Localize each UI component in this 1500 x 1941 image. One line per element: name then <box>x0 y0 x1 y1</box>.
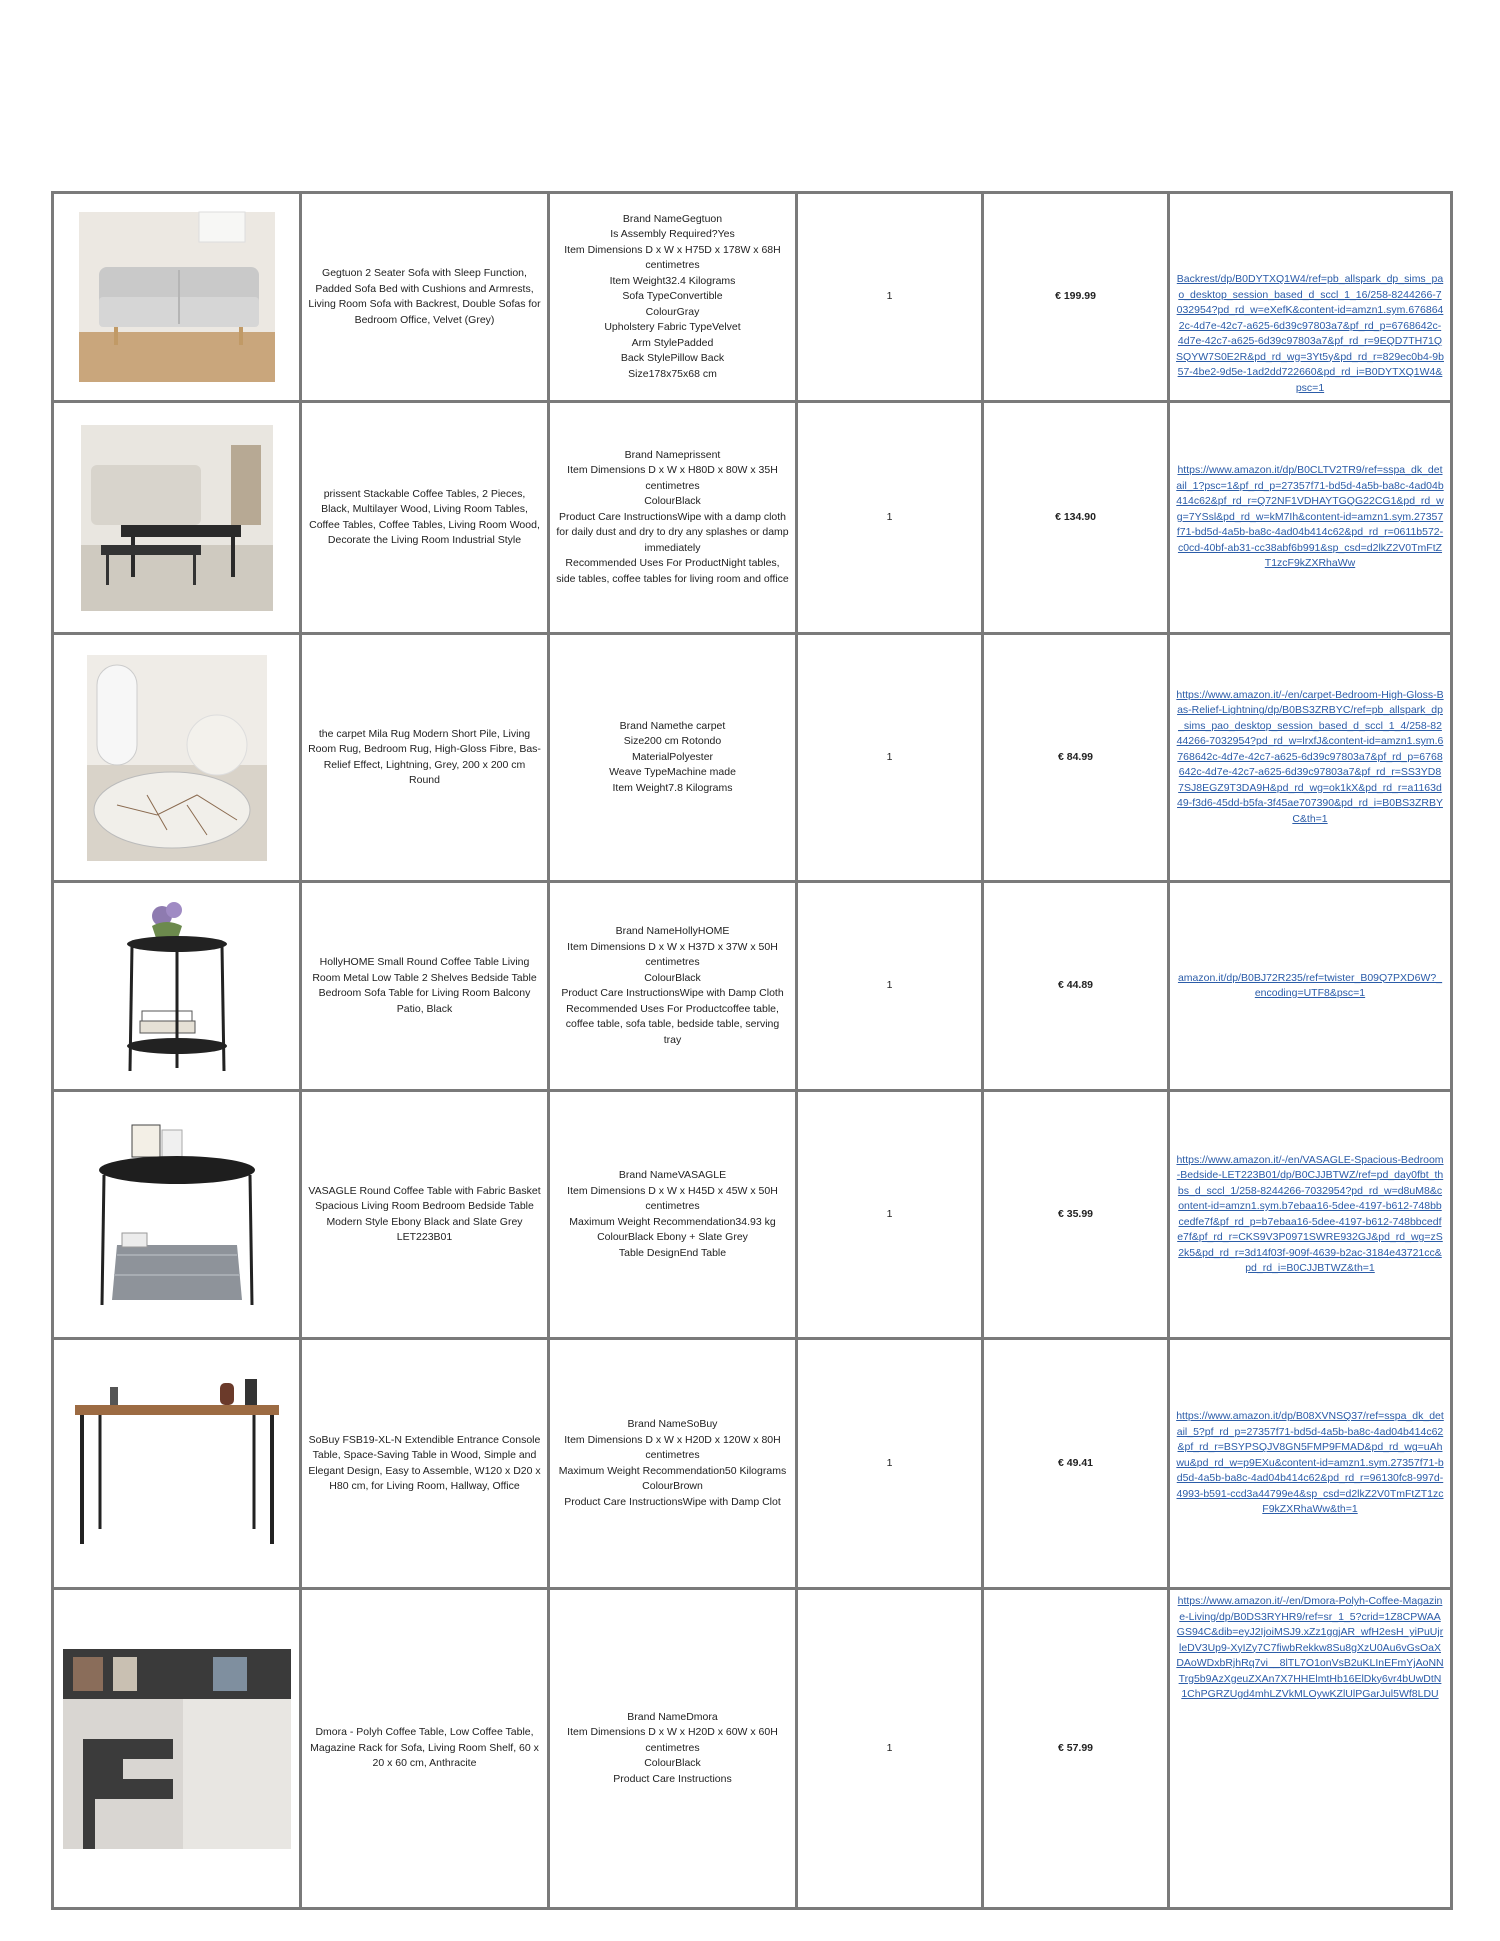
table-row <box>53 402 1452 634</box>
product-sheet <box>51 191 1450 1785</box>
detail-line: Weave TypeMachine made <box>609 766 736 779</box>
product-link-cell <box>1169 882 1452 1091</box>
product-link-cell <box>1169 634 1452 882</box>
detail-line: Size200 cm Rotondo <box>623 735 722 748</box>
detail-line: ColourBlack <box>644 495 701 508</box>
product-name: the carpet Mila Rug Modern Short Pile, Living Room Rug, Bedroom Rug, High-Gloss Fibre, Bas-Relief Effect, Lightning, Grey, 200 x 200 cm Round <box>301 634 549 882</box>
product-name: SoBuy FSB19-XL-N Extendible Entrance Console Table, Space-Saving Table in Wood, Simple and Elegant Design, Easy to Assemble, W120 x D20 x H80 cm, for Living Room, Hallway, Office <box>301 1339 549 1589</box>
detail-line: Sofa TypeConvertible <box>622 290 723 303</box>
table-row <box>53 1091 1452 1339</box>
product-link-cell <box>1169 1091 1452 1339</box>
product-details <box>549 1091 797 1339</box>
grey-sofa-photo <box>79 212 275 382</box>
magazine-rack-table-photo <box>63 1649 291 1849</box>
detail-line: Recommended Uses For ProductNight tables, side tables, coffee tables for living room and office <box>556 557 789 585</box>
product-link[interactable]: https://www.amazon.it/-/en/VASAGLE-Spacious-Bedroom-Bedside-LET223B01/dp/B0CJJBTWZ/ref=pd_day0fbt_thbs_d_sccl_1/258-8244266-7032954?pd_rd_w=d8uM8&content-id=amzn1.sym.b7ebaa16-5dee-4197-b612-748bbcedfe7f&pf_rd_p=b7ebaa16-5dee-4197-b612-748bbcedfe7f&pf_rd_r=CKS9V3P0971SWRE932GJ&pd_rd_wg=zS2k5&pd_rd_r=3d14f03f-909f-4639-b2ac-3184e43721cc&pd_rd_i=B0CJJBTWZ&th=1 <box>1176 1153 1444 1274</box>
product-link-cell <box>1169 1589 1452 1909</box>
detail-line: Item Dimensions D x W x H20D x 120W x 80H centimetres <box>564 1433 781 1461</box>
product-name: VASAGLE Round Coffee Table with Fabric Basket Spacious Living Room Bedroom Bedside Table Modern Style Ebony Black and Slate Grey LET223B01 <box>301 1091 549 1339</box>
product-link-cell <box>1169 1339 1452 1589</box>
detail-line: Brand NameHollyHOME <box>615 925 730 937</box>
detail-line: ColourBlack Ebony + Slate Grey <box>597 1231 748 1243</box>
product-price: € 57.99 <box>983 1589 1169 1909</box>
detail-line: Recommended Uses For Productcoffee table, coffee table, sofa table, bedside table, serving tray <box>565 1002 780 1046</box>
detail-line: Product Care Instructions <box>613 1772 732 1785</box>
product-image-cell <box>53 402 301 634</box>
product-details <box>549 193 797 402</box>
product-quantity: 1 <box>797 634 983 882</box>
detail-line: Brand Nameprissent <box>624 448 721 461</box>
product-name: HollyHOME Small Round Coffee Table Living Room Metal Low Table 2 Shelves Bedside Table Bedroom Sofa Table for Living Room Balcony Patio, Black <box>301 882 549 1091</box>
detail-line: Maximum Weight Recommendation34.93 kg <box>569 1215 776 1228</box>
product-table <box>51 191 1453 1910</box>
detail-line: Item Weight32.4 Kilograms <box>609 274 736 287</box>
product-link-cell <box>1169 193 1452 402</box>
product-link[interactable]: https://www.amazon.it/-/en/Dmora-Polyh-Coffee-Magazine-Living/dp/B0DS3RYHR9/ref=sr_1_5?crid=1Z8CPWAAGS94C&dib=eyJ2IjoiMSJ9.xZz1ggjAR_wfH2esH_yiPuUjrleDV3Up9-XyIZy7C7fiwbRekkw8Su8gXzU0Au6vGsOaXDAoWDxbRjhRq7vi__8lTL7O1onVsB2uKLInEFmYjAoNNTrg5b9AzXgeuZXAn7X7HHElmtHb16ElDky6vr4bUwDtN1ChPGRZUgd4mhLZVkMLOywKZlUlPGarJul5Wf8LDU <box>1176 1595 1444 1700</box>
product-quantity: 1 <box>797 1339 983 1589</box>
table-row <box>53 882 1452 1091</box>
product-quantity: 1 <box>797 882 983 1091</box>
detail-line: Item Weight7.8 Kilograms <box>612 781 733 794</box>
table-row <box>53 1589 1452 1909</box>
detail-line: Brand NameGegtuon <box>622 212 723 225</box>
detail-line: Item Dimensions D x W x H20D x 60W x 60H centimetres <box>567 1726 778 1754</box>
product-link[interactable]: amazon.it/dp/B0BJ72R235/ref=twister_B09Q7PXD6W?_encoding=UTF8&psc=1 <box>1177 971 1443 999</box>
product-image-cell <box>53 193 301 402</box>
detail-line: Brand NameVASAGLE <box>618 1169 727 1181</box>
detail-line: Size178x75x68 cm <box>628 367 717 380</box>
product-link[interactable]: https://www.amazon.it/dp/B08XVNSQ37/ref=sspa_dk_detail_5?pf_rd_p=27357f71-bd5d-4a5b-ba8c-4ad04b414c62&pf_rd_r=BSYPSQJV8GN5FMP9FMAD&pd_rd_wg=uAhwu&pd_rd_w=p9EXu&content-id=amzn1.sym.27357f71-bd5d-4a5b-ba8c-4ad04b414c62&pd_rd_r=96130fc8-997d-4993-b591-ccd3a44799e4&sp_csd=d2lkZ2V0TmFtZT1zcF9kZXRhaWw&th=1 <box>1176 1410 1444 1516</box>
table-row <box>53 193 1452 402</box>
product-image-cell <box>53 1589 301 1909</box>
product-details <box>549 1339 797 1589</box>
detail-line: Arm StylePadded <box>631 336 714 349</box>
product-quantity: 1 <box>797 1091 983 1339</box>
product-details <box>549 882 797 1091</box>
detail-line: Product Care InstructionsWipe with a damp cloth for daily dust and dry to dry any splashes or damp immediately <box>556 510 789 554</box>
detail-line: Maximum Weight Recommendation50 Kilograms <box>558 1464 787 1477</box>
product-link[interactable]: https://www.amazon.it/dp/B0CLTV2TR9/ref=sspa_dk_detail_1?psc=1&pf_rd_p=27357f71-bd5d-4a5b-ba8c-4ad04b414c62&pf_rd_r=Q72NF1VDHAYTGQG22CG1&pd_rd_wg=7YSsl&pd_rd_w=kM7Ih&content-id=amzn1.sym.27357f71-bd5d-4a5b-ba8c-4ad04b414c62&pd_rd_r=0611b572-c0cd-40bf-ab31-cc38abf6b991&sp_csd=d2lkZ2V0TmFtZT1zcF9kZXRhaWw <box>1176 464 1444 570</box>
round-rug-photo <box>87 655 267 861</box>
detail-line: Upholstery Fabric TypeVelvet <box>604 321 741 334</box>
product-image-cell <box>53 882 301 1091</box>
detail-line: ColourGray <box>645 305 700 318</box>
product-price: € 84.99 <box>983 634 1169 882</box>
product-link[interactable]: https://www.amazon.it/-/en/carpet-Bedroom-High-Gloss-Bas-Relief-Lightning/dp/B0BS3ZRBYC/ref=pb_allspark_dp_sims_pao_desktop_session_based_d_sccl_1_4/258-8244266-7032954?pd_rd_w=lrxfJ&content-id=amzn1.sym.6768642c-4d7e-42c7-a625-6d39c97803a7&pf_rd_p=6768642c-4d7e-42c7-a625-6d39c97803a7&pf_rd_r=SS3YD87SJ8EGZ9T3DA9H&pd_rd_wg=ok1kX&pd_rd_r=a1163d49-f3d6-45dd-b5fa-3f45ae707390&pd_rd_i=B0BS3ZRBYC&th=1 <box>1176 688 1444 825</box>
product-image-cell <box>53 634 301 882</box>
basket-side-table-photo <box>92 1115 262 1315</box>
detail-line: Item Dimensions D x W x H45D x 45W x 50H centimetres <box>567 1184 778 1212</box>
detail-line: Item Dimensions D x W x H37D x 37W x 50H centimetres <box>567 940 778 968</box>
product-quantity: 1 <box>797 402 983 634</box>
product-link-cell <box>1169 402 1452 634</box>
detail-line: ColourBrown <box>642 1480 703 1492</box>
product-image-cell <box>53 1091 301 1339</box>
product-price: € 44.89 <box>983 882 1169 1091</box>
product-image-cell <box>53 1339 301 1589</box>
product-price: € 49.41 <box>983 1339 1169 1589</box>
product-name: Dmora - Polyh Coffee Table, Low Coffee Table, Magazine Rack for Sofa, Living Room Shelf, 60 x 20 x 60 cm, Anthracite <box>301 1589 549 1909</box>
product-name: Gegtuon 2 Seater Sofa with Sleep Function, Padded Sofa Bed with Cushions and Armrests, Living Room Sofa with Backrest, Double Sofas for Bedroom Office, Velvet (Grey) <box>301 193 549 402</box>
product-price: € 35.99 <box>983 1091 1169 1339</box>
product-price: € 134.90 <box>983 402 1169 634</box>
detail-line: Product Care InstructionsWipe with Damp Clot <box>564 1495 781 1508</box>
detail-line: Product Care InstructionsWipe with Damp Cloth <box>561 987 784 999</box>
product-quantity: 1 <box>797 193 983 402</box>
detail-line: Back StylePillow Back <box>620 352 725 365</box>
detail-line: Is Assembly Required?Yes <box>610 228 735 241</box>
detail-line: Table DesignEnd Table <box>618 1246 727 1259</box>
nesting-coffee-tables-photo <box>81 425 273 611</box>
detail-line: Item Dimensions D x W x H80D x 80W x 35H centimetres <box>567 464 778 492</box>
detail-line: Item Dimensions D x W x H75D x 178W x 68H centimetres <box>564 243 781 272</box>
round-side-table-photo <box>122 896 232 1076</box>
product-details <box>549 402 797 634</box>
detail-line: Brand NameSoBuy <box>627 1418 718 1430</box>
detail-line: ColourBlack <box>644 1757 701 1770</box>
product-link[interactable]: Backrest/dp/B0DYTXQ1W4/ref=pb_allspark_dp_sims_pao_desktop_session_based_d_sccl_1_16/258-8244266-7032954?pd_rd_w=eXefK&content-id=amzn1.sym.6768642c-4d7e-42c7-a625-6d39c97803a7&pf_rd_p=6768642c-4d7e-42c7-a625-6d39c97803a7&pf_rd_r=9EQD7TH71QSQYW7S0E2R&pd_rd_wg=3Yt5y&pd_rd_r=829ec0b4-9b57-4be2-9d5e-1ad2dd722660&pd_rd_i=B0DYTXQ1W4&psc=1 <box>1176 273 1444 394</box>
product-details <box>549 1589 797 1909</box>
detail-line: ColourBlack <box>644 971 701 984</box>
detail-line: Brand NameDmora <box>627 1710 718 1723</box>
table-row <box>53 634 1452 882</box>
table-row <box>53 1339 1452 1589</box>
detail-line: Brand Namethe carpet <box>619 719 726 732</box>
product-name: prissent Stackable Coffee Tables, 2 Pieces, Black, Multilayer Wood, Living Room Tables, Coffee Tables, Coffee Tables, Living Room Wood, Decorate the Living Room Industrial Style <box>301 402 549 634</box>
product-quantity: 1 <box>797 1589 983 1909</box>
product-details <box>549 634 797 882</box>
detail-line: MaterialPolyester <box>631 750 714 763</box>
product-price: € 199.99 <box>983 193 1169 402</box>
console-table-photo <box>70 1379 284 1549</box>
